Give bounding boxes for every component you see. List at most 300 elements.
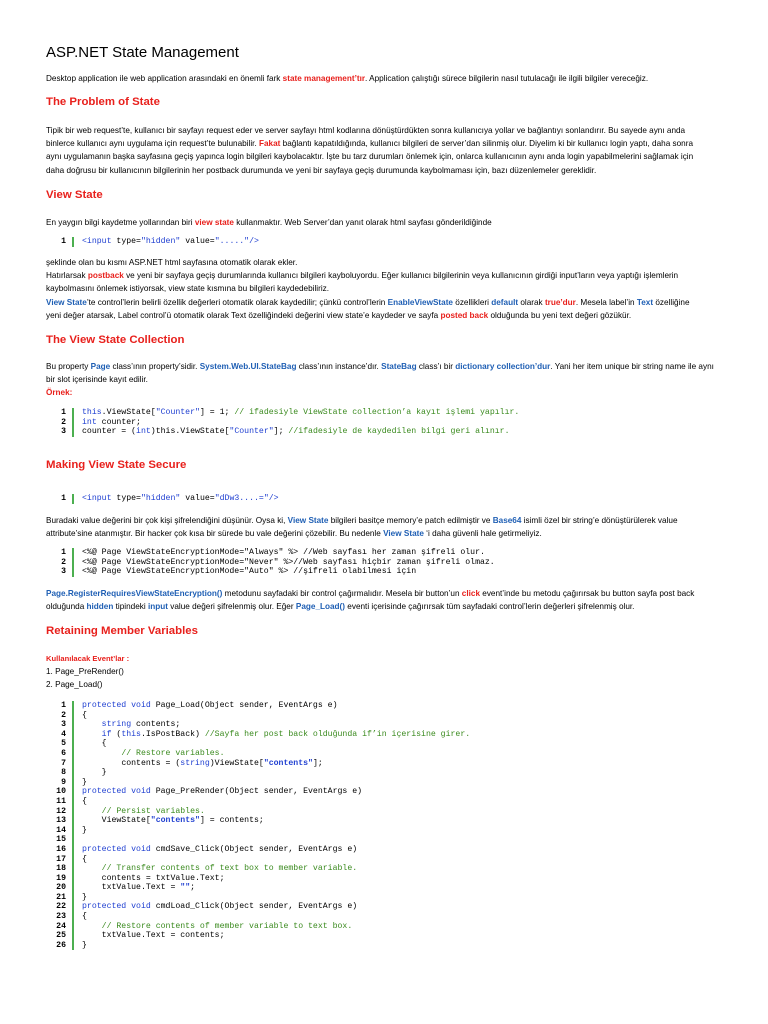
code-line [46,931,470,941]
text: class’ının property’sidir. [110,362,200,371]
text-line [46,309,716,322]
heading-making-view-state-secure: Making View State Secure [46,459,187,471]
code-text [82,845,357,855]
line-number: 12 [56,806,66,816]
code-token: { [82,912,87,922]
code-token: } [82,825,87,835]
code-gutter-bar [72,855,74,865]
code-token: this [82,408,102,417]
highlight: view state [194,218,234,227]
code-text [82,494,279,504]
code-token: "contents" [263,758,313,768]
code-token [82,720,102,729]
code-gutter-bar [72,759,74,769]
code-token: { [101,739,107,749]
code-gutter-bar [72,711,74,721]
text-line [46,600,716,613]
code-gutter-bar [72,931,74,941]
text: En yaygın bilgi kaydetme yollarından biri [46,218,195,227]
code-line [46,787,470,797]
code-gutter-bar [72,797,74,807]
code-gutter-bar [72,816,74,826]
code-gutter-bar [72,835,74,845]
code-text [82,720,180,730]
code-token [82,883,102,892]
code-text [82,941,87,951]
code-gutter-bar [72,567,74,577]
code-line [46,749,470,759]
code-gutter-bar [72,408,74,418]
code-token: ]; [312,758,323,768]
intro-text: Desktop application ile web application arasındaki en önemli fark [46,74,283,83]
line-number: 2 [61,557,66,567]
problem-line-3: aynı uygulamanın başka sayfasına geçiş yapınca login bilgileri kaybolacaktır. İşte bu tarz durumları önlemek için, onlarca kullanıcının aynı anda login yapabilmelerini sağlamak için [46,152,694,162]
code-block-encryption [46,548,495,577]
code-gutter-bar [72,941,74,951]
code-token: type= [116,237,141,246]
code-token: { [82,710,87,720]
code-token: ] = 1; [199,408,235,417]
code-token: contents = ( [121,758,181,768]
code-token: // Restore variables. [121,748,225,758]
text: yeni değer atarsak, Label control’ü otomatik olarak Text özelliğindeki değerini view state’e kaydeder ve sayfa [46,310,441,320]
code-token: "dDw3....=" [214,494,269,503]
code-token: .IsPostBack) [140,729,205,739]
line-number: 2 [61,710,66,720]
code-line [46,548,495,558]
text: ve yeni bir sayfaya geçiş durumlarında kullanıcı bilgileri kayboluyordu. Eğer kullanıcı bilgilerinin veya kullanıcının girdiği input’ların veya yaptığı işlemlerin [123,271,679,281]
text-line [46,514,716,527]
code-line [46,864,470,874]
code-text [82,730,470,740]
line-number: 1 [61,237,66,246]
code-block-viewstate [46,237,259,247]
code-text [82,787,362,797]
line-number: 25 [56,931,66,941]
line-number: 3 [61,720,66,730]
text: eventi içerisinde çağırırsak tüm sayfadaki control’lerin değerleri şifrelenmiş olur. [345,602,635,612]
line-number: 11 [56,796,66,806]
code-text [82,749,225,759]
code-line [46,418,519,428]
code-gutter-bar [72,749,74,759]
line-number: 24 [56,921,66,931]
highlight: Base64 [492,516,522,525]
highlight: dictionary collection’dur [455,362,551,371]
text: Bu property [46,362,91,371]
code-line [46,494,279,504]
code-line [46,845,470,855]
text-line [46,296,716,309]
line-number: 17 [56,854,66,864]
code-text [82,701,338,711]
code-gutter-bar [72,874,74,884]
code-line [46,855,470,865]
code-token: } [82,777,87,787]
text: value değeri şifrelenmiş olur. Eğer [167,602,296,612]
code-line [46,730,470,740]
code-text [82,768,107,778]
text: event’inde bu metodu çağırırsak bu button sayfa post back [480,589,695,598]
code-line [46,874,470,884]
list-item: 2. Page_Load() [46,680,103,690]
code-line [46,558,495,568]
code-token: /> [249,237,259,246]
highlight: default [491,297,519,307]
events-list [46,652,716,692]
code-gutter-bar [72,826,74,836]
code-token: cmdLoad_Click(Object sender, EventArgs e) [150,902,358,912]
code-line [46,778,470,788]
code-token: contents = txtValue.Text; [101,873,225,883]
text: metodunu sayfadaki bir control çağırmalıdır. Mesela bir button’un [222,589,462,598]
code-token: Page_PreRender(Object sender, EventArgs e) [150,787,363,797]
line-number: 3 [61,427,66,437]
code-text [82,237,259,247]
code-text [82,418,141,428]
text: olarak [518,297,545,307]
code-token: int [136,427,151,437]
example-label: Örnek: [46,388,73,398]
line-number: 5 [61,739,66,749]
line-number: 2 [61,417,66,427]
intro-highlight: state management’tır [282,74,366,83]
line-number: 13 [56,816,66,826]
text: . Yani her item unique bir string name ile aynı [550,362,714,371]
text-line [46,269,716,282]
code-text [82,711,87,721]
code-line [46,427,519,437]
code-token [82,816,102,825]
code-gutter-bar [72,730,74,740]
code-gutter-bar [72,720,74,730]
code-token [82,730,102,739]
code-token: "hidden" [140,494,181,503]
line-number: 23 [56,912,66,922]
code-gutter-bar [72,548,74,558]
code-gutter-bar [72,912,74,922]
code-line [46,922,470,932]
text-line: kaybolmasını önlemek istiyorsak, view state kısmına bu bilgileri kaydedebiliriz. [46,284,330,294]
code-token: /> [268,494,279,503]
code-token: // ifadesiyle ViewState collection’a kayıt işlemi yapılır. [234,408,520,417]
code-token [82,739,102,748]
viewstate-paragraph-1 [46,216,716,229]
line-number: 14 [56,825,66,835]
secure-paragraph-1 [46,514,716,540]
highlight: Page.RegisterRequiresViewStateEncryption() [46,589,223,598]
line-number: 26 [56,940,66,950]
code-text [82,902,357,912]
text: class’ının instance’dır. [296,362,382,371]
line-number: 7 [61,758,66,768]
text: tipindeki [113,602,148,612]
highlight: hidden [86,602,114,612]
code-line [46,807,470,817]
code-token: protected void [82,844,151,854]
text: attribute’sine atanmıştır. Bir hacker çok kısa bir sürede bu vale değerini çözebilir. Bu nedenle [46,529,384,539]
code-gutter-bar [72,494,74,504]
code-token: { [82,854,87,864]
code-line [46,902,470,912]
code-text: <%@ Page ViewStateEncryptionMode="Auto" %> //şifreli olabilmesi için [82,567,417,577]
code-token: counter = ( [82,427,137,437]
highlight: Text [636,297,654,307]
highlight: System.Web.UI.StateBag [199,362,297,371]
problem-line-2 [46,137,716,150]
code-token: txtValue.Text = [101,883,181,893]
code-token: int [82,417,97,427]
text: isimli özel bir string’e dönüştürülerek value [521,516,678,525]
highlight: Page_Load() [295,602,346,612]
highlight: View State [46,297,87,307]
code-token: cmdSave_Click(Object sender, EventArgs e) [150,844,358,854]
code-gutter-bar [72,768,74,778]
code-gutter-bar [72,427,74,437]
highlight: StateBag [381,362,417,371]
code-token [82,768,102,777]
list-item: 1. Page_PreRender() [46,667,124,677]
code-gutter-bar [72,739,74,749]
line-number: 1 [61,548,66,557]
line-number: 1 [61,494,66,503]
heading-view-state: View State [46,189,103,201]
code-line [46,797,470,807]
code-text [82,797,87,807]
code-text [82,883,195,893]
code-gutter-bar [72,864,74,874]
code-token: ViewState[ [101,816,151,826]
code-gutter-bar [72,787,74,797]
collection-paragraph [46,360,716,400]
highlight: Fakat [259,139,281,149]
code-token: Page_Load(Object sender, EventArgs e) [150,701,338,710]
code-line [46,408,519,418]
code-line [46,912,470,922]
heading-problem-of-state: The Problem of State [46,96,160,108]
code-token: )this.ViewState[ [150,427,230,437]
code-text [82,864,357,874]
code-token: string [101,720,132,730]
code-token: value= [180,494,215,503]
code-token: )ViewState[ [209,758,264,768]
code-gutter-bar [72,922,74,932]
code-token: <input [82,494,117,503]
code-token [82,807,102,816]
code-token: string [180,758,210,768]
code-gutter-bar [72,845,74,855]
code-token: // Restore contents of member variable to text box. [101,921,353,931]
code-token: <input [82,237,117,246]
code-token [82,931,102,940]
code-block-collection [46,408,519,437]
heading-retaining-member-variables: Retaining Member Variables [46,625,198,637]
text: ‘i daha güvenli hale getirmeliyiz. [423,529,542,539]
text: binlerce kullanıcı aynı uygulama için request’te bulunabilir. [46,139,259,149]
line-number: 3 [61,567,66,577]
heading-view-state-collection: The View State Collection [46,334,185,346]
intro-text-end: . Application çalıştığı sürece bilgilerin nasıl tutulacağı ile ilgili bilgiler vereceğiz. [365,74,649,83]
line-number: 19 [56,873,66,883]
text: olduğunda [46,602,87,612]
problem-paragraph [46,124,716,177]
code-token: ; [190,883,196,893]
text: class’ı bir [416,362,456,371]
code-token: ( [111,729,122,739]
code-token: //ifadesiyle de kaydedilen bilgi geri alınır. [288,427,510,437]
code-block-secure [46,494,279,504]
code-token: "Counter" [229,427,274,437]
text: bağlantı kapatıldığında, kullanıcı bilgileri de server’dan silinmiş olur. Diyelim ki bir kullanıcı login yaptı, daha sonra [280,139,694,149]
text-line: bir slot içerisinde kayıt edilir. [46,375,148,385]
code-text [82,874,225,884]
code-line [46,711,470,721]
highlight: click [461,589,480,598]
events-label: Kullanılacak Event’lar : [46,654,130,663]
text: özelliğine [653,297,690,307]
code-line [46,567,495,577]
page-title: ASP.NET State Management [46,44,239,61]
line-number: 6 [61,748,66,758]
text: Hatırlarsak [46,271,88,281]
code-token: "contents" [150,816,200,826]
text-line [46,587,716,600]
code-token: // Transfer contents of text box to member variable. [101,864,358,874]
code-token: if [101,729,112,739]
code-line [46,941,470,951]
code-line [46,835,470,845]
code-token [82,922,102,931]
code-token: this [121,729,141,739]
code-token: } [82,940,87,950]
highlight: posted back [440,310,489,320]
problem-line-1: Tipik bir web request’te, kullanıcı bir sayfayı request eder ve server sayfayı html kodlarına dönüştürdükten sonra kullanıcıya yollar ve bağlantıyı sonlandırır. Bu sayede aynı anda [46,126,686,135]
line-number: 20 [56,883,66,893]
text: kullanmaktır. Web Server’dan yanıt olarak html sayfası gönderildiğinde [233,218,492,227]
line-number: 4 [61,729,66,739]
code-token: value= [180,237,215,246]
code-line [46,720,470,730]
highlight: EnableViewState [387,297,453,307]
code-text [82,739,107,749]
code-token: } [101,768,107,778]
code-block-member-variables [46,701,470,950]
code-token: .ViewState[ [101,408,156,417]
code-text: <%@ Page ViewStateEncryptionMode="Always" %> //Web sayfası her zaman şifreli olur. [82,548,485,557]
code-line [46,739,470,749]
line-number: 21 [56,892,66,902]
code-token: //Sayfa her post back olduğunda if’in içerisine girer. [204,729,471,739]
highlight: postback [87,271,124,281]
viewstate-paragraph-2 [46,256,716,322]
code-token: protected void [82,787,151,797]
line-number: 18 [56,864,66,874]
code-line [46,701,470,711]
problem-line-4: daha doğrusu bir kullanıcının bilgilerinin her postback durumunda ve yeni bir sayfaya geçiş durumunda kaybolmaması için, bazı düzenlemeler gereklidir. [46,165,597,175]
code-line [46,768,470,778]
code-gutter-bar [72,893,74,903]
code-gutter-bar [72,418,74,428]
code-text [82,427,510,437]
code-text: <%@ Page ViewStateEncryptionMode="Never" %>//Web sayfası hiçbir zaman şifreli olmaz. [82,557,495,567]
text: ’te control’lerin belirli özellik değerleri otomatik olarak kaydedilir; çünkü control’lerin [86,297,388,307]
text: özellikleri [453,297,492,307]
code-text [82,778,87,788]
code-text [82,408,519,418]
code-token: txtValue.Text = contents; [101,931,225,941]
text: olduğunda bu yeni text değeri gözükür. [488,310,632,320]
secure-paragraph-2 [46,587,716,613]
code-text [82,922,352,932]
code-text [82,912,87,922]
highlight: View State [287,516,329,525]
text: bilgileri basitçe memory’e patch edilmiştir ve [328,516,493,525]
line-number: 9 [61,777,66,787]
text: Buradaki value değerini bir çok kişi şifrelendiğini düşünür. Oysa ki, [46,516,288,525]
line-number: 16 [56,844,66,854]
code-text [82,826,87,836]
line-number: 10 [56,787,66,797]
code-token: ]; [273,427,289,437]
highlight: input [147,602,168,612]
code-text [82,807,205,817]
highlight: true’dur [544,297,576,307]
code-gutter-bar [72,558,74,568]
intro-paragraph [46,72,716,85]
line-number: 22 [56,902,66,912]
text: . Mesela label’in [575,297,637,307]
highlight: Page [90,362,111,371]
line-number: 1 [61,701,66,710]
code-gutter-bar [72,237,74,247]
text-line: şeklinde olan bu kısmı ASP.NET html sayfasına otomatik olarak ekler. [46,258,298,267]
code-token: // Persist variables. [101,806,205,816]
code-line [46,759,470,769]
highlight: View State [383,529,424,539]
line-number: 15 [56,835,66,845]
code-text [82,855,87,865]
code-gutter-bar [72,902,74,912]
code-token: protected void [82,701,151,710]
code-gutter-bar [72,701,74,711]
code-token [82,874,102,883]
code-token [82,749,121,758]
code-gutter-bar [72,883,74,893]
code-token: } [82,892,87,902]
code-token [82,759,121,768]
code-gutter-bar [72,778,74,788]
line-number: 1 [61,408,66,417]
code-token: type= [116,494,141,503]
text-line [46,360,716,373]
code-text [82,759,323,769]
code-token: "Counter" [155,408,200,417]
code-line [46,826,470,836]
code-token: ] = contents; [199,816,264,826]
code-line [46,237,259,247]
line-number: 8 [61,768,66,778]
code-token [82,864,102,873]
code-token: protected void [82,902,151,912]
code-token: contents; [131,720,181,730]
text-line [46,527,716,540]
code-token: "" [180,883,191,893]
code-text [82,931,225,941]
code-gutter-bar [72,807,74,817]
code-text [82,816,264,826]
code-line [46,883,470,893]
code-token: "hidden" [140,237,181,246]
